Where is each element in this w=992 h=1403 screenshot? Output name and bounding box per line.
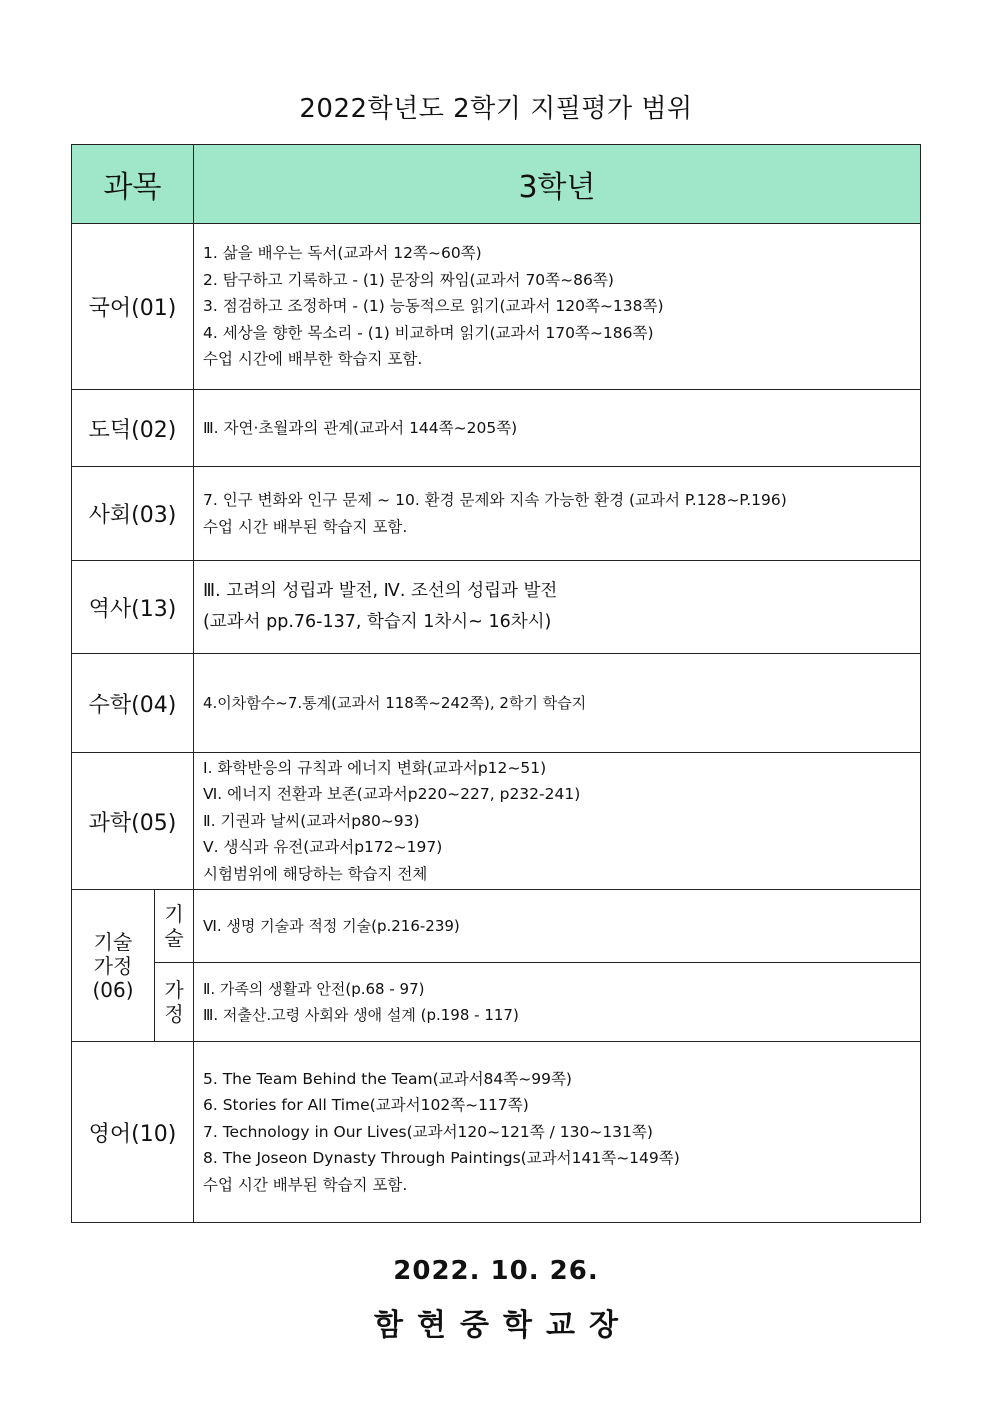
subject-tech-home-line: 기술 (93, 929, 133, 954)
document-title: 2022학년도 2학기 지필평가 범위 (299, 94, 693, 124)
scope-tech (194, 890, 921, 963)
subject-social: 사회(03) (72, 467, 194, 561)
sub-subject-char: 정 (164, 1002, 184, 1026)
table-row (72, 224, 921, 390)
subject-tech-home (72, 890, 155, 1042)
scope-line: Ⅰ. 화학반응의 규칙과 에너지 변화(교과서p12~51) (203, 758, 547, 777)
subject-korean: 국어(01) (72, 224, 194, 390)
document-date: 2022. 10. 26. (393, 1256, 599, 1286)
scope-line: 수업 시간에 배부한 학습지 포함. (203, 350, 423, 369)
scope-math (194, 654, 921, 753)
scope-line: Ⅱ. 가족의 생활과 안전(p.68 - 97) (203, 979, 425, 998)
sub-subject-char: 가 (164, 978, 184, 1002)
table-row (72, 467, 921, 561)
school-principal: 함현중학교장 (374, 1308, 632, 1343)
table-row (72, 963, 921, 1042)
subject-tech-home-line: 가정 (93, 953, 133, 978)
scope-line: Ⅲ. 저출산.고령 사회와 생애 설계 (p.198 - 117) (203, 1006, 519, 1024)
subject-english: 영어(10) (72, 1042, 194, 1223)
scope-home (194, 963, 921, 1042)
scope-line: Ⅵ. 에너지 전환과 보존(교과서p220~227, p232-241) (203, 785, 581, 804)
scope-line: 7. Technology in Our Lives(교과서120~121쪽 / 130~131쪽) (203, 1122, 653, 1141)
subject-history: 역사(13) (72, 561, 194, 654)
exam-scope-table (71, 144, 921, 1223)
sub-subject-tech (155, 890, 194, 963)
scope-line: Ⅲ. 고려의 성립과 발전, Ⅳ. 조선의 성립과 발전 (203, 581, 558, 601)
scope-history (194, 561, 921, 654)
scope-line: 6. Stories for All Time(교과서102쪽~117쪽) (203, 1096, 529, 1115)
table-row (72, 753, 921, 890)
scope-line: 수업 시간 배부된 학습지 포함. (203, 517, 408, 536)
scope-line: 1. 삶을 배우는 독서(교과서 12쪽~60쪽) (203, 244, 482, 263)
scope-line: 2. 탐구하고 기록하고 - (1) 문장의 짜임(교과서 70쪽~86쪽) (203, 270, 614, 289)
scope-line: 7. 인구 변화와 인구 문제 ~ 10. 환경 문제와 지속 가능한 환경 (교과서 P.128~P.196) (203, 491, 787, 509)
scope-line: 5. The Team Behind the Team(교과서84쪽~99쪽) (203, 1069, 572, 1088)
table-header-row (72, 145, 921, 224)
header-subject: 과목 (72, 145, 194, 224)
subject-tech-home-line: (06) (92, 977, 134, 1002)
scope-line: Ⅲ. 자연·초월과의 관계(교과서 144쪽~205쪽) (203, 418, 518, 437)
table-row (72, 1042, 921, 1223)
scope-english (194, 1042, 921, 1223)
scope-line: 3. 점검하고 조정하며 - (1) 능동적으로 읽기(교과서 120쪽~138쪽) (203, 297, 664, 316)
scope-ethics (194, 390, 921, 467)
scope-social (194, 467, 921, 561)
subject-science: 과학(05) (72, 753, 194, 890)
scope-line: Ⅴ. 생식과 유전(교과서p172~197) (203, 838, 443, 857)
scope-korean (194, 224, 921, 390)
scope-line: 수업 시간 배부된 학습지 포함. (203, 1175, 408, 1194)
header-grade: 3학년 (194, 145, 921, 224)
scope-line: 4. 세상을 향한 목소리 - (1) 비교하며 읽기(교과서 170쪽~186쪽) (203, 323, 654, 342)
scope-line: Ⅱ. 기권과 날씨(교과서p80~93) (203, 811, 420, 830)
sub-subject-char: 술 (164, 926, 184, 950)
scope-line: Ⅵ. 생명 기술과 적정 기술(p.216-239) (203, 916, 460, 935)
subject-math: 수학(04) (72, 654, 194, 753)
scope-line: 시험범위에 해당하는 학습지 전체 (203, 864, 428, 883)
scope-line: 4.이차함수~7.통계(교과서 118쪽~242쪽), 2학기 학습지 (203, 693, 587, 712)
sub-subject-home (155, 963, 194, 1042)
scope-line: (교과서 pp.76-137, 학습지 1차시~ 16차시) (203, 612, 552, 632)
scope-line: 8. The Joseon Dynasty Through Paintings(교과서141쪽~149쪽) (203, 1149, 680, 1168)
sub-subject-char: 기 (164, 902, 184, 926)
table-row (72, 890, 921, 963)
subject-ethics: 도덕(02) (72, 390, 194, 467)
table-row (72, 561, 921, 654)
table-row (72, 390, 921, 467)
table-row (72, 654, 921, 753)
scope-science (194, 753, 921, 890)
